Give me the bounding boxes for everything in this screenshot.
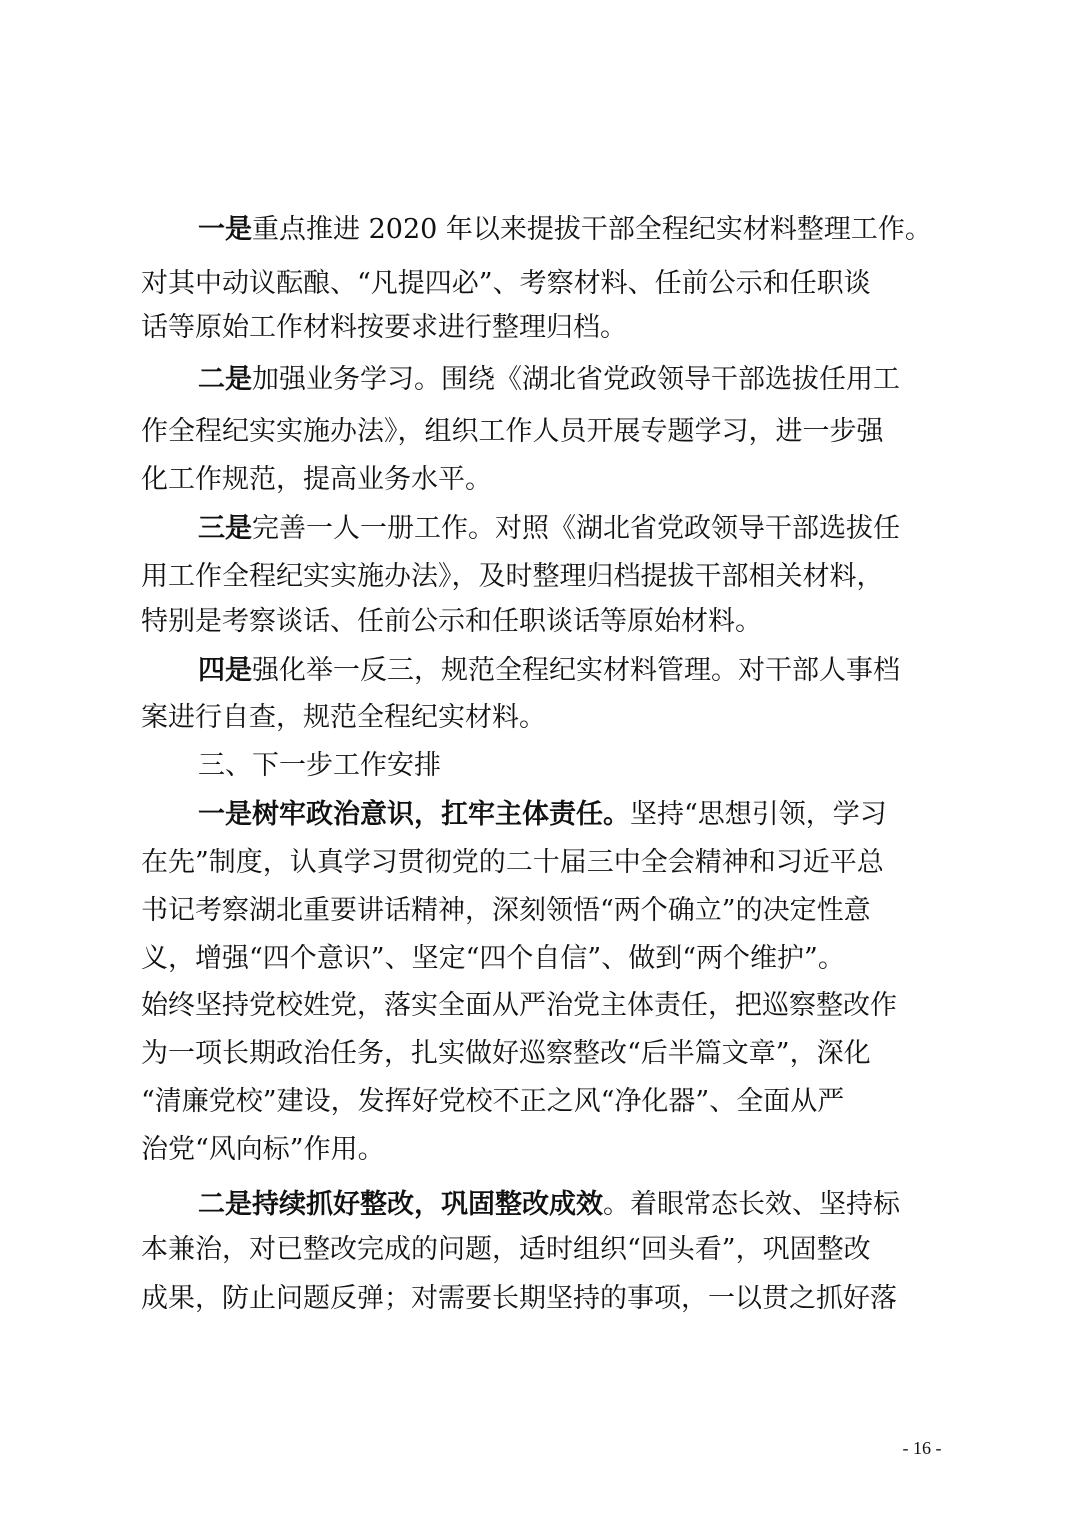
paragraph-6-line-3 (141, 1279, 941, 1319)
paragraph-2-line-3 (141, 460, 941, 500)
paragraph-5-line-8-text: 治党“风向标”作用。 (141, 1134, 385, 1165)
paragraph-2-line-2 (141, 412, 941, 452)
paragraph-1-line-1 (198, 210, 941, 250)
paragraph-6-line-3-text: 成果，防止问题反弹；对需要长期坚持的事项，一以贯之抓好落 (141, 1283, 897, 1314)
paragraph-6-line-2 (141, 1230, 941, 1270)
paragraph-5-line-2 (141, 843, 941, 883)
paragraph-5-line-7 (141, 1082, 941, 1122)
page-number: - 16 - (902, 1438, 942, 1458)
paragraph-5-line-2-text: 在先”制度，认真学习贯彻党的二十届三中全会精神和习近平总 (141, 847, 884, 878)
paragraph-6-text: 。着眼常态长效、坚持标 (603, 1189, 900, 1220)
paragraph-5-line-1 (198, 795, 941, 835)
paragraph-5-line-6-text: 为一项长期政治任务，扎实做好巡察整改“后半篇文章”，深化 (141, 1038, 871, 1069)
paragraph-1-line-3-text: 话等原始工作材料按要求进行整理归档。 (141, 312, 627, 343)
paragraph-3-line-1 (198, 509, 941, 549)
paragraph-3-line-2 (141, 557, 941, 597)
paragraph-2-lead: 二是 (198, 364, 252, 395)
paragraph-4-line-2-text: 案进行自查，规范全程纪实材料。 (141, 702, 546, 733)
paragraph-3-line-3 (141, 602, 941, 642)
paragraph-5-line-4-text: 义，增强“四个意识”、坚定“四个自信”、做到“两个维护”。 (141, 943, 845, 974)
paragraph-3-lead: 三是 (198, 513, 252, 544)
paragraph-5-line-7-text: “清廉党校”建设，发挥好党校不正之风“净化器”、全面从严 (141, 1086, 845, 1117)
paragraph-6-line-2-text: 本兼治，对已整改完成的问题，适时组织“回头看”，巩固整改 (141, 1234, 871, 1265)
paragraph-6-lead: 二是持续抓好整改，巩固整改成效 (198, 1189, 603, 1220)
paragraph-2-line-3-text: 化工作规范，提高业务水平。 (141, 464, 492, 495)
section-heading (198, 746, 941, 786)
paragraph-1-line-3 (141, 308, 941, 348)
paragraph-4-line-1 (198, 651, 941, 691)
paragraph-3-line-2-text: 用工作全程纪实实施办法》，及时整理归档提拔干部相关材料， (141, 561, 884, 592)
paragraph-1-lead: 一是 (198, 214, 252, 245)
paragraph-3-text: 完善一人一册工作。对照《湖北省党政领导干部选拔任 (252, 513, 900, 544)
paragraph-5-line-4 (141, 939, 941, 979)
section-heading-text: 三、下一步工作安排 (198, 750, 441, 781)
paragraph-1-line-2 (141, 264, 941, 304)
paragraph-4-text: 强化举一反三，规范全程纪实材料管理。对干部人事档 (252, 655, 900, 686)
paragraph-2-line-2-text: 作全程纪实实施办法》，组织工作人员开展专题学习，进一步强 (141, 416, 884, 447)
paragraph-3-line-3-text: 特别是考察谈话、任前公示和任职谈话等原始材料。 (141, 606, 762, 637)
paragraph-1-line-2-text: 对其中动议酝酿、“凡提四必”、考察材料、任前公示和任职谈 (141, 268, 871, 299)
paragraph-4-line-2 (141, 698, 941, 738)
paragraph-5-line-8 (141, 1130, 941, 1170)
paragraph-5-line-6 (141, 1034, 941, 1074)
paragraph-4-lead: 四是 (198, 655, 252, 686)
paragraph-5-line-5 (141, 986, 941, 1026)
paragraph-6-line-1 (198, 1185, 941, 1225)
paragraph-5-text: 坚持“思想引领，学习 (630, 799, 887, 830)
paragraph-5-line-3 (141, 891, 941, 931)
paragraph-2-text: 加强业务学习。围绕《湖北省党政领导干部选拔任用工 (252, 364, 900, 395)
paragraph-1-text: 重点推进 2020 年以来提拔干部全程纪实材料整理工作。 (252, 214, 932, 245)
paragraph-5-line-3-text: 书记考察湖北重要讲话精神，深刻领悟“两个确立”的决定性意 (141, 895, 871, 926)
paragraph-5-lead: 一是树牢政治意识，扛牢主体责任。 (198, 799, 630, 830)
paragraph-2-line-1 (198, 360, 941, 400)
paragraph-5-line-5-text: 始终坚持党校姓党，落实全面从严治党主体责任，把巡察整改作 (141, 990, 897, 1021)
